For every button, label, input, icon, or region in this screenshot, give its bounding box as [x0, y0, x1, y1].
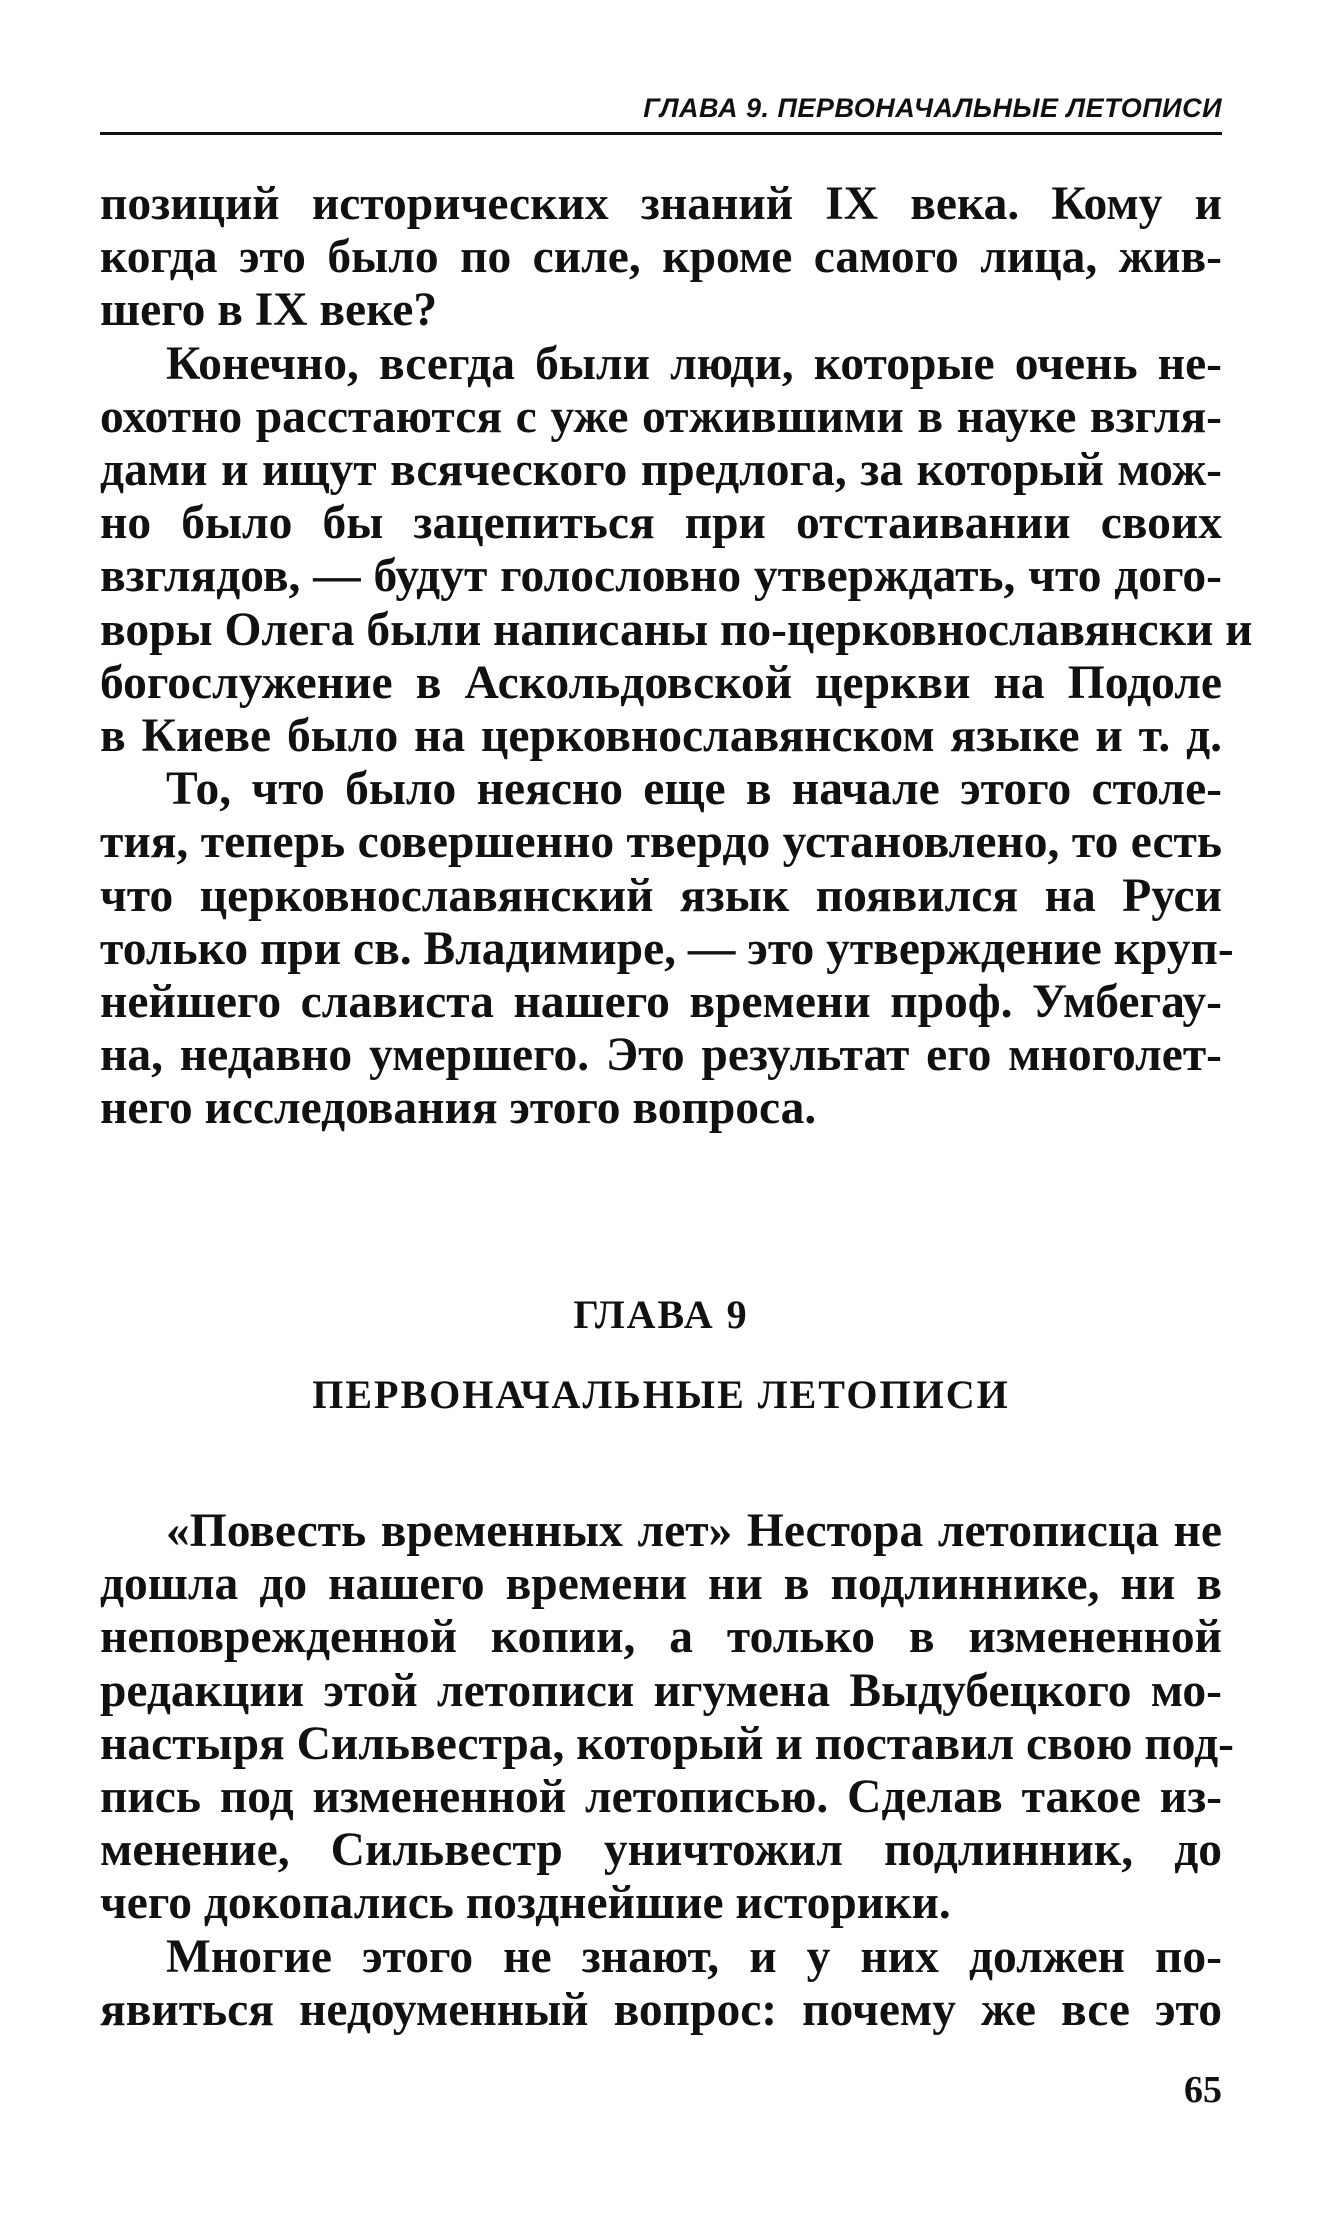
text-line: что церковнославянский язык появился на Руси [100, 869, 1222, 922]
text-line: когда это было по силе, кроме самого лица, жив- [100, 231, 1222, 284]
paragraph-2 [100, 337, 1253, 764]
paragraph-3 [100, 763, 1234, 1135]
text-line: богослужение в Аскольдовской церкви на Подоле [100, 656, 1222, 709]
page-number: 65 [1184, 2069, 1222, 2111]
text-line: воры Олега были написаны по-церковнославянски и [100, 603, 1253, 656]
text-line: настыря Сильвестра, который и поставил свою под- [100, 1717, 1234, 1770]
text-block-bottom [100, 1505, 1234, 2037]
text-line: взглядов, — будут голословно утверждать, что дого- [100, 550, 1222, 603]
text-line: То, что было неясно еще в начале этого столе- [166, 763, 1222, 816]
text-line: «Повесть временных лет» Нестора летописца не [166, 1505, 1222, 1557]
text-line: только при св. Владимире, — это утверждение круп- [100, 922, 1234, 975]
paragraph-4 [100, 1505, 1234, 1931]
text-line: на, недавно умершего. Это результат его многолет- [100, 1029, 1222, 1082]
text-line: дами и ищут всяческого предлога, за который мож- [100, 444, 1222, 497]
text-line: но было бы зацепиться при отстаивании своих [100, 497, 1222, 550]
text-line: в Киеве было на церковнославянском языке и т. д. [100, 710, 1222, 763]
text-line: позиций исторических знаний IX века. Кому и [100, 178, 1222, 230]
text-line: Конечно, всегда были люди, которые очень не- [166, 337, 1222, 390]
text-line: него исследования этого вопроса. [100, 1082, 817, 1135]
paragraph-5 [100, 1931, 1222, 2037]
text-line: неповрежденной копии, а только в измененной [100, 1611, 1222, 1664]
text-line: нейшего слависта нашего времени проф. Умбегау- [100, 976, 1222, 1029]
text-line: дошла до нашего времени ни в подлиннике, ни в [100, 1558, 1222, 1611]
text-line: шего в IX веке? [100, 284, 438, 337]
text-line: менение, Сильвестр уничтожил подлинник, до [100, 1824, 1222, 1877]
text-line: Многие этого не знают, и у них должен по- [166, 1930, 1222, 1983]
chapter-title: ПЕРВОНАЧАЛЬНЫЕ ЛЕТОПИСИ [312, 1372, 1010, 1417]
paragraph-1 [100, 178, 1222, 338]
text-line: охотно расстаются с уже отжившими в науке взгля- [100, 390, 1222, 443]
text-line: редакции этой летописи игумена Выдубецкого мо- [100, 1664, 1222, 1717]
text-block-top [100, 178, 1253, 1136]
text-line: чего докопались позднейшие историки. [100, 1877, 951, 1930]
text-line: пись под измененной летописью. Сделав такое из- [100, 1771, 1222, 1824]
running-head: ГЛАВА 9. ПЕРВОНАЧАЛЬНЫЕ ЛЕТОПИСИ [100, 88, 1222, 135]
chapter-number: ГЛАВА 9 [573, 1292, 749, 1337]
text-line: тия, теперь совершенно твердо установлено, то есть [100, 816, 1222, 869]
text-line: явиться недоуменный вопрос: почему же все это [100, 1983, 1222, 2036]
